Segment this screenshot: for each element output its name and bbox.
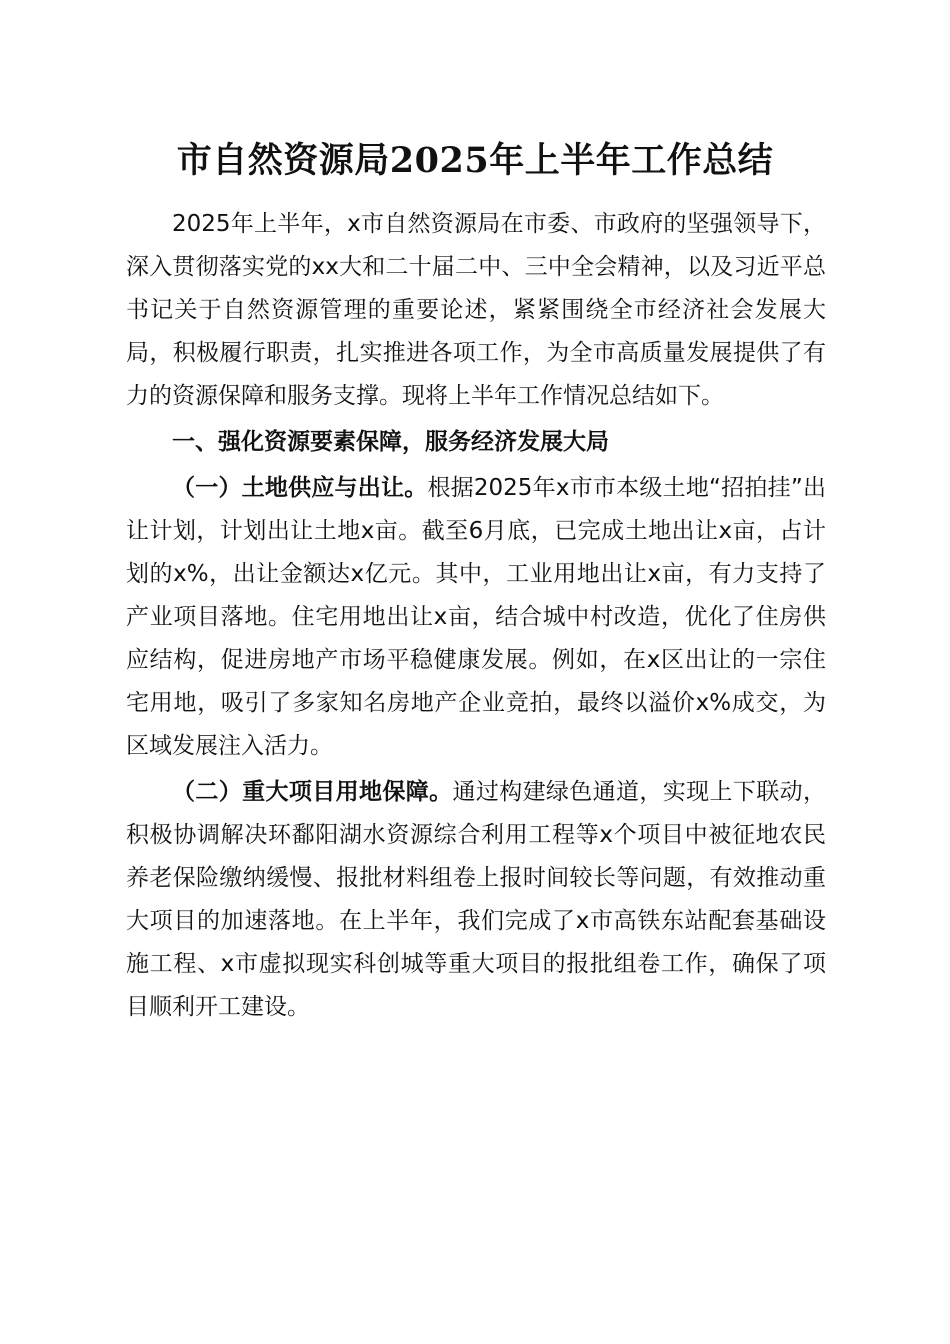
subsection-lead-1: （一）土地供应与出让。 xyxy=(172,475,428,501)
intro-paragraph: 2025年上半年，x市自然资源局在市委、市政府的坚强领导下，深入贯彻落实党的xx大和二十届二中、三中全会精神，以及习近平总书记关于自然资源管理的重要论述，紧紧围绕全市经济社会发展大局，积极履行职责，扎实推进各项工作，为全市高质量发展提供了有力的资源保障和服务支撑。现将上半年工作情况总结如下。 xyxy=(126,211,826,409)
document-body xyxy=(126,203,826,1029)
subsection-text-2: 通过构建绿色通道，实现上下联动，积极协调解决环鄱阳湖水资源综合利用工程等x个项目中被征地农民养老保险缴纳缓慢、报批材料组卷上报时间较长等问题，有效推动重大项目的加速落地。在上半年，我们完成了x市高铁东站配套基础设施工程、x市虚拟现实科创城等重大项目的报批组卷工作，确保了项目顺利开工建设。 xyxy=(126,779,827,1020)
subsection-paragraph-1 xyxy=(126,467,826,768)
subsection-paragraph-2 xyxy=(126,771,826,1029)
document-title: 市自然资源局2025年上半年工作总结 xyxy=(176,140,774,181)
subsection-text-1: 根据2025年x市市本级土地“招拍挂”出让计划，计划出让土地x亩。截至6月底，已完成土地出让x亩，占计划的x%，出让金额达x亿元。其中，工业用地出让x亩，有力支持了产业项目落地。住宅用地出让x亩，结合城中村改造，优化了住房供应结构，促进房地产市场平稳健康发展。例如，在x区出让的一宗住宅用地，吸引了多家知名房地产企业竞拍，最终以溢价x%成交，为区域发展注入活力。 xyxy=(126,475,826,759)
section-heading-1: 一、强化资源要素保障，服务经济发展大局 xyxy=(172,429,609,455)
subsection-lead-2: （二）重大项目用地保障。 xyxy=(172,779,453,805)
